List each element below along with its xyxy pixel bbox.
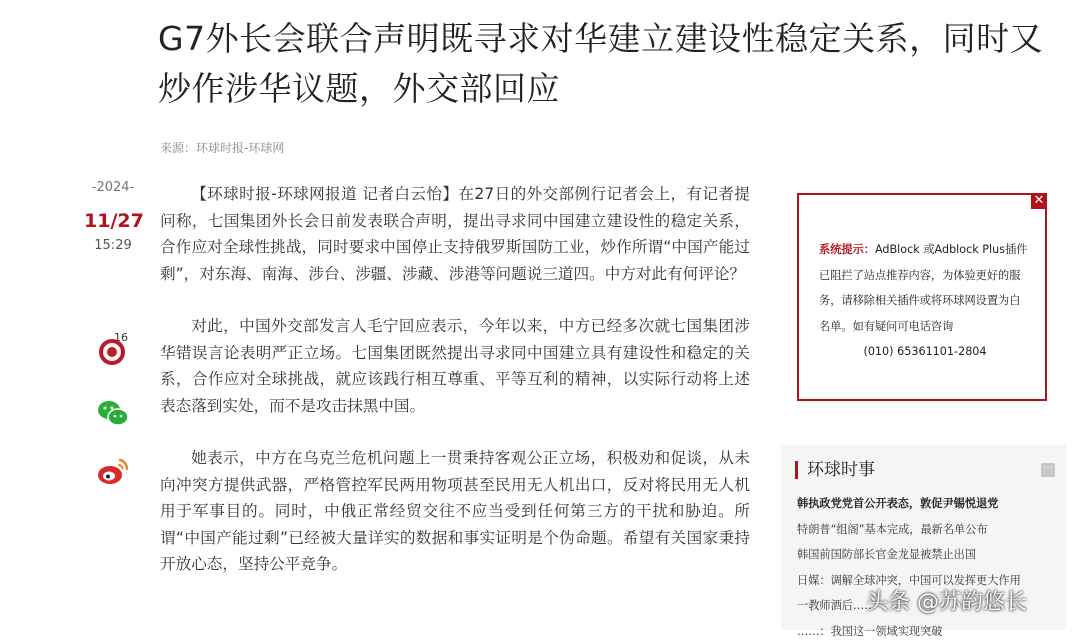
- article-body: [160, 181, 750, 578]
- wechat-icon[interactable]: [96, 396, 130, 430]
- watermark: 头条 @苏韵悠长: [866, 585, 1027, 616]
- news-title-bar: [795, 461, 798, 479]
- article-source: 来源：环球时报-环球网: [160, 139, 284, 156]
- article-paragraph: 【环球时报-环球网报道 记者白云怡】在27日的外交部例行记者会上，有记者提问称，七国集团外长会日前发表联合声明，提出寻求同中国建立建设性的稳定关系，合作应对全球性挑战，同时要求中国停止支持俄罗斯国防工业，炒作所谓“中国产能过剩”，对东海、南海、涉台、涉疆、涉藏、涉港等问题说三道四。中方对此有何评论？: [160, 181, 750, 287]
- publish-year: -2024-: [84, 180, 142, 196]
- article-paragraph: 她表示，中方在乌克兰危机问题上一贯秉持客观公正立场，积极劝和促谈，从未向冲突方提供武器，严格管控军民两用物项甚至民用无人机出口，反对将民用无人机用于军事目的。同时，中俄正常经贸交往不应当受到任何第三方的干扰和胁迫。所谓“中国产能过剩”已经被大量详实的数据和事实证明是个伪命题。希望有关国家秉持开放心态，坚持公平竞争。: [160, 445, 750, 578]
- news-list: [797, 491, 1055, 644]
- news-title: 环球时事: [807, 459, 875, 481]
- adblock-body: AdBlock 或Adblock Plus插件已阻拦了站点推荐内容，为体验更好的服务，请移除相关插件或将环球网设置为白名单。如有疑问可电话咨询: [819, 243, 1027, 333]
- article-title: G7外长会联合声明既寻求对华建立建设性稳定关系，同时又炒作涉华议题，外交部回应: [158, 14, 1058, 114]
- publish-time: 15:29: [84, 238, 142, 254]
- more-icon[interactable]: ···: [1041, 463, 1055, 477]
- news-item[interactable]: 日媒：调解全球冲突，中国可以发挥更大作用: [797, 568, 1055, 594]
- news-header: [795, 459, 1055, 481]
- weibo-icon[interactable]: [96, 454, 130, 488]
- adblock-phone: (010) 65361101-2804: [819, 339, 1031, 365]
- article-paragraph: 对此，中国外交部发言人毛宁回应表示，今年以来，中方已经多次就七国集团涉华错误言论表明严正立场。七国集团既然提出寻求同中国建立具有建设性和稳定的关系，合作应对全球挑战，就应该践行相互尊重、平等互利的精神，以实际行动将上述表态落到实处，而不是攻击抹黑中国。: [160, 313, 750, 419]
- adblock-label: 系统提示：: [819, 243, 875, 256]
- close-icon[interactable]: ✕: [1031, 193, 1047, 209]
- adblock-message: [819, 237, 1031, 365]
- news-item[interactable]: ……：我国这一领域实现突破: [797, 619, 1055, 644]
- news-item[interactable]: 韩执政党党首公开表态，敦促尹锡悦退党: [797, 491, 1055, 517]
- publish-month-day: 11/27: [84, 208, 142, 234]
- news-item[interactable]: 一教师酒后……: [797, 593, 1055, 619]
- adblock-notice: [797, 193, 1047, 401]
- news-item[interactable]: 特朗普“组阁”基本完成，最新名单公布: [797, 517, 1055, 543]
- news-item[interactable]: 韩国前国防部长官金龙显被禁止出国: [797, 542, 1055, 568]
- comment-count: 16: [114, 331, 128, 344]
- publish-date: [84, 180, 142, 254]
